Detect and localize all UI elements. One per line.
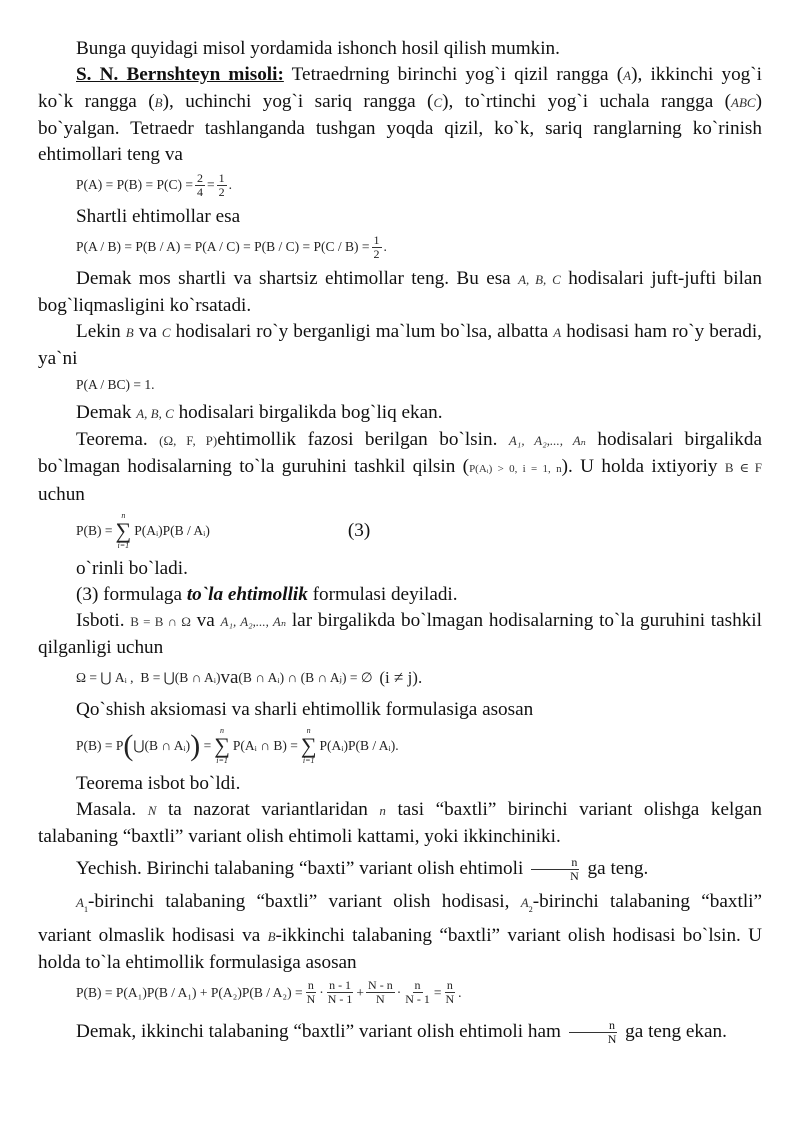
formula-text: . <box>458 984 462 1000</box>
formula-text: P(Aᵢ ∩ B) = <box>232 738 298 753</box>
text: ), ikkinchi yog`i ko`k rangga ( <box>38 64 762 112</box>
numerator: 1 <box>373 232 380 247</box>
paragraph-events: $A_1$-birinchi talabaning “baxtli” variant olish hodisasi, $A_2$-birinchi talabaning “baxtli” variant olmaslik hodisasi va B-ikkinchi talabaning “baxtli” variant olish hodisasi bo`lsin. U holda to`la ehtimollik formulasiga asosan <box>38 891 762 973</box>
math-symbol: B <box>154 95 163 110</box>
text: tasi “baxtli” birinchi variant olishga kelgan talabaning “baxtli” variant olish ehtimoli kattami, yoki ikkinchiniki. <box>38 799 762 847</box>
fraction <box>403 979 432 1006</box>
math-symbol: A, B, C <box>518 272 561 287</box>
formula-text: . <box>395 738 399 753</box>
text: va <box>133 321 162 342</box>
text: ). U holda ixtiyoriy <box>561 456 725 477</box>
formula-equal-probabilities <box>76 170 762 200</box>
paragraph-intro <box>38 36 762 62</box>
math-symbol: A, B, C <box>136 406 174 421</box>
denominator: 4 <box>196 184 203 199</box>
fraction <box>444 979 457 1006</box>
math-symbol: P(Aᵢ) > 0, i = 1, n <box>469 463 562 475</box>
paragraph-axiom <box>38 697 762 723</box>
sum-operator: n ∑ i=1 <box>214 726 230 765</box>
document-page <box>38 36 762 1048</box>
formula-text: (i ≠ j). <box>379 668 423 687</box>
denominator: N <box>376 992 385 1007</box>
denominator: N <box>445 992 455 1007</box>
text: Yechish. Birinchi talabaning “baxti” variant olish ehtimoli <box>76 858 529 879</box>
numerator: n <box>307 978 314 993</box>
text: ), uchinchi yog`i sariq rangga ( <box>162 91 434 112</box>
math-symbol: B ∈ F <box>724 460 762 475</box>
text: ) bo`yalgan. Tetraedr tashlanganda tushgan yoqda qizil, ko`k, sariq ranglarning ko`rinish ehtimollari teng va <box>38 91 762 165</box>
text: -birinchi talabaning “baxtli” variant olmaslik hodisasi va <box>38 891 762 946</box>
formula-text: . <box>151 377 155 392</box>
text: Demak mos shartli va shartsiz ehtimollar teng. Bu esa <box>76 268 519 289</box>
formula-text: · <box>396 984 402 1000</box>
formula-solution <box>76 978 762 1008</box>
math-symbol: C <box>161 325 171 340</box>
math-symbol: n <box>379 803 386 818</box>
text: Demak <box>76 402 137 423</box>
denominator: N <box>607 1032 617 1047</box>
fraction <box>217 172 227 199</box>
denominator: N <box>306 992 316 1007</box>
fraction <box>568 1019 619 1046</box>
sum-limit: n <box>306 726 311 735</box>
denominator: N - 1 <box>327 992 353 1007</box>
emphasis-term: to`la ehtimollik <box>186 584 308 605</box>
text: hodisalari juft-jufti bilan bog`liqmasligini ko`rsatadi. <box>38 268 763 316</box>
text: Bunga quyidagi misol yordamida ishonch hosil qilish mumkin. <box>76 38 560 59</box>
math-symbol: A <box>76 895 84 911</box>
formula-text: P(A / BC) = 1 <box>76 377 152 392</box>
denominator: 2 <box>373 246 380 261</box>
math-symbol: N <box>147 803 157 818</box>
text: o`rinli bo`ladi. <box>76 558 188 579</box>
formula-text: B = ⋃(B ∩ Aᵢ) <box>140 670 221 685</box>
text: Isboti. <box>76 610 131 631</box>
numerator: n <box>446 978 453 993</box>
formula-text: = <box>206 177 215 192</box>
text: formulasi deyiladi. <box>307 584 458 605</box>
formula-text: P(Aᵢ)P(B / Aᵢ) <box>134 523 210 538</box>
formula-text: P(B) = P(A₁)P(B / A₁) + P(A₂)P(B / A₂) = <box>76 984 303 1000</box>
text: Demak, ikkinchi talabaning “baxtli” variant olish ehtimoli ham <box>76 1020 566 1042</box>
text: Tetraedrning birinchi yog`i qizil rangga ( <box>283 64 624 85</box>
text: uchun <box>38 484 85 505</box>
sum-limit: i=1 <box>117 541 130 550</box>
paragraph-formula-name <box>38 582 762 608</box>
text: hodisalari birgalikda bo`lmagan hodisalarning to`la guruhini tashkil qilsin ( <box>38 429 762 477</box>
math-symbol: A <box>623 68 632 83</box>
numerator: n - 1 <box>329 978 352 993</box>
math-symbol: C <box>433 95 443 110</box>
paragraph-problem <box>38 797 762 850</box>
text: ta nazorat variantlaridan <box>156 799 380 820</box>
math-symbol: A <box>553 325 562 340</box>
text: -ikkinchi talabaning “baxtli” variant olish hodisasi bo`lsin. U holda to`la ehtimollik formulasiga asosan <box>38 924 762 973</box>
numerator: n <box>414 978 421 993</box>
equation-number: (3) <box>347 520 371 541</box>
text: -birinchi talabaning “baxtli” variant olish hodisasi, <box>87 891 521 913</box>
fraction <box>195 172 205 199</box>
formula-text: P(Aᵢ)P(B / Aᵢ) <box>319 738 396 753</box>
text: Teorema. <box>76 429 160 450</box>
formula-text: ⋃(B ∩ Aᵢ) <box>133 738 191 753</box>
formula-text: Ω = ⋃ Aᵢ , <box>76 670 134 685</box>
numerator: 2 <box>196 170 203 185</box>
paragraph-lekin <box>38 319 762 372</box>
text: va <box>220 667 239 688</box>
formula-text: P(A) = P(B) = P(C) = <box>76 177 193 192</box>
sum-limit: n <box>121 511 126 520</box>
text: va <box>190 610 221 631</box>
denominator: N <box>570 869 579 884</box>
formula-proof: P(B) = P ( ⋃(B ∩ Aᵢ) ) = n ∑ i=1 P(Aᵢ ∩ B) = n ∑ i=1 P(Aᵢ)P(B / Aᵢ) . <box>76 726 399 765</box>
paragraph-example <box>38 62 762 168</box>
paragraph-valid <box>38 556 762 582</box>
math-symbol: B <box>125 325 134 340</box>
math-symbol: B <box>267 928 276 944</box>
text: Qo`shish aksiomasi va sharli ehtimollik formulasiga asosan <box>76 699 534 720</box>
text: lar birgalikda bo`lmagan hodisalarning to`la guruhini tashkil qilganligi uchun <box>38 610 762 658</box>
math-symbol: A₁, A₂,..., Aₙ <box>220 614 287 629</box>
formula-text: + <box>356 984 365 1000</box>
text: hodisalari birgalikda bog`liq ekan. <box>173 402 443 423</box>
paragraph-qed <box>38 771 762 797</box>
paragraph-theorem <box>38 427 762 508</box>
text: ga teng ekan. <box>620 1020 727 1042</box>
numerator: n <box>531 856 579 870</box>
example-heading: S. N. Bernshteyn misoli: <box>76 64 284 85</box>
paragraph-demak <box>38 400 762 427</box>
formula-joint <box>76 374 762 396</box>
fraction <box>366 979 395 1006</box>
math-symbol: A <box>520 895 529 911</box>
fraction <box>326 979 355 1006</box>
text: hodisasi ham ro`y beradi, ya`ni <box>38 321 762 369</box>
formula-conditional-probabilities <box>76 232 762 262</box>
formula-text: P(B) = P <box>76 738 124 753</box>
sum-operator: n ∑ i=1 <box>115 511 132 550</box>
text: ehtimollik fazosi berilgan bo`lsin. <box>217 429 509 450</box>
text: Lekin <box>76 321 126 342</box>
paragraph-proof <box>38 608 762 661</box>
math-symbol: A₁, A₂,..., Aₙ <box>508 433 586 448</box>
text: (3) formulaga <box>76 584 187 605</box>
formula-text: P(B) = <box>76 523 113 538</box>
formula-text: = <box>203 738 212 753</box>
sum-limit: i=1 <box>216 756 228 765</box>
math-symbol: B = B ∩ Ω <box>130 614 191 629</box>
formula-text: . <box>383 239 387 254</box>
text: ), to`rtinchi yog`i uchala rangga ( <box>442 91 732 112</box>
fraction <box>372 234 382 261</box>
numerator: n <box>569 1019 617 1033</box>
denominator: 2 <box>218 184 225 199</box>
paragraph-conditional <box>38 204 762 230</box>
formula-text: P(A / B) = P(B / A) = P(A / C) = P(B / C) = P(C / B) = <box>76 239 370 254</box>
formula-text: = <box>433 984 442 1000</box>
sum-operator: n ∑ i=1 <box>300 726 317 765</box>
sum-limit: i=1 <box>302 756 315 765</box>
fraction <box>305 979 318 1006</box>
paragraph-pairwise <box>38 266 762 319</box>
denominator: N - 1 <box>405 992 430 1007</box>
paragraph-conclusion <box>38 1016 762 1048</box>
formula-total-probability <box>76 510 762 552</box>
formula-text: . <box>228 177 232 192</box>
text: Teorema isbot bo`ldi. <box>76 773 241 794</box>
numerator: 1 <box>218 170 225 185</box>
numerator: N - n <box>368 978 393 993</box>
formula-text: (B ∩ Aᵢ) ∩ (B ∩ Aⱼ) = ∅ <box>238 670 373 685</box>
text: hodisalari ro`y berganligi ma`lum bo`lsa, albatta <box>170 321 554 342</box>
formula-union <box>76 663 762 693</box>
formula-text: · <box>319 984 324 1000</box>
text: ga teng. <box>582 858 649 879</box>
math-symbol: (Ω, F, P) <box>159 433 218 448</box>
sum-limit: n <box>220 726 225 735</box>
paragraph-solution <box>38 856 762 883</box>
math-symbol: ABC <box>731 95 756 110</box>
fraction <box>530 856 581 883</box>
text: Shartli ehtimollar esa <box>76 206 241 227</box>
text: Masala. <box>76 799 148 820</box>
